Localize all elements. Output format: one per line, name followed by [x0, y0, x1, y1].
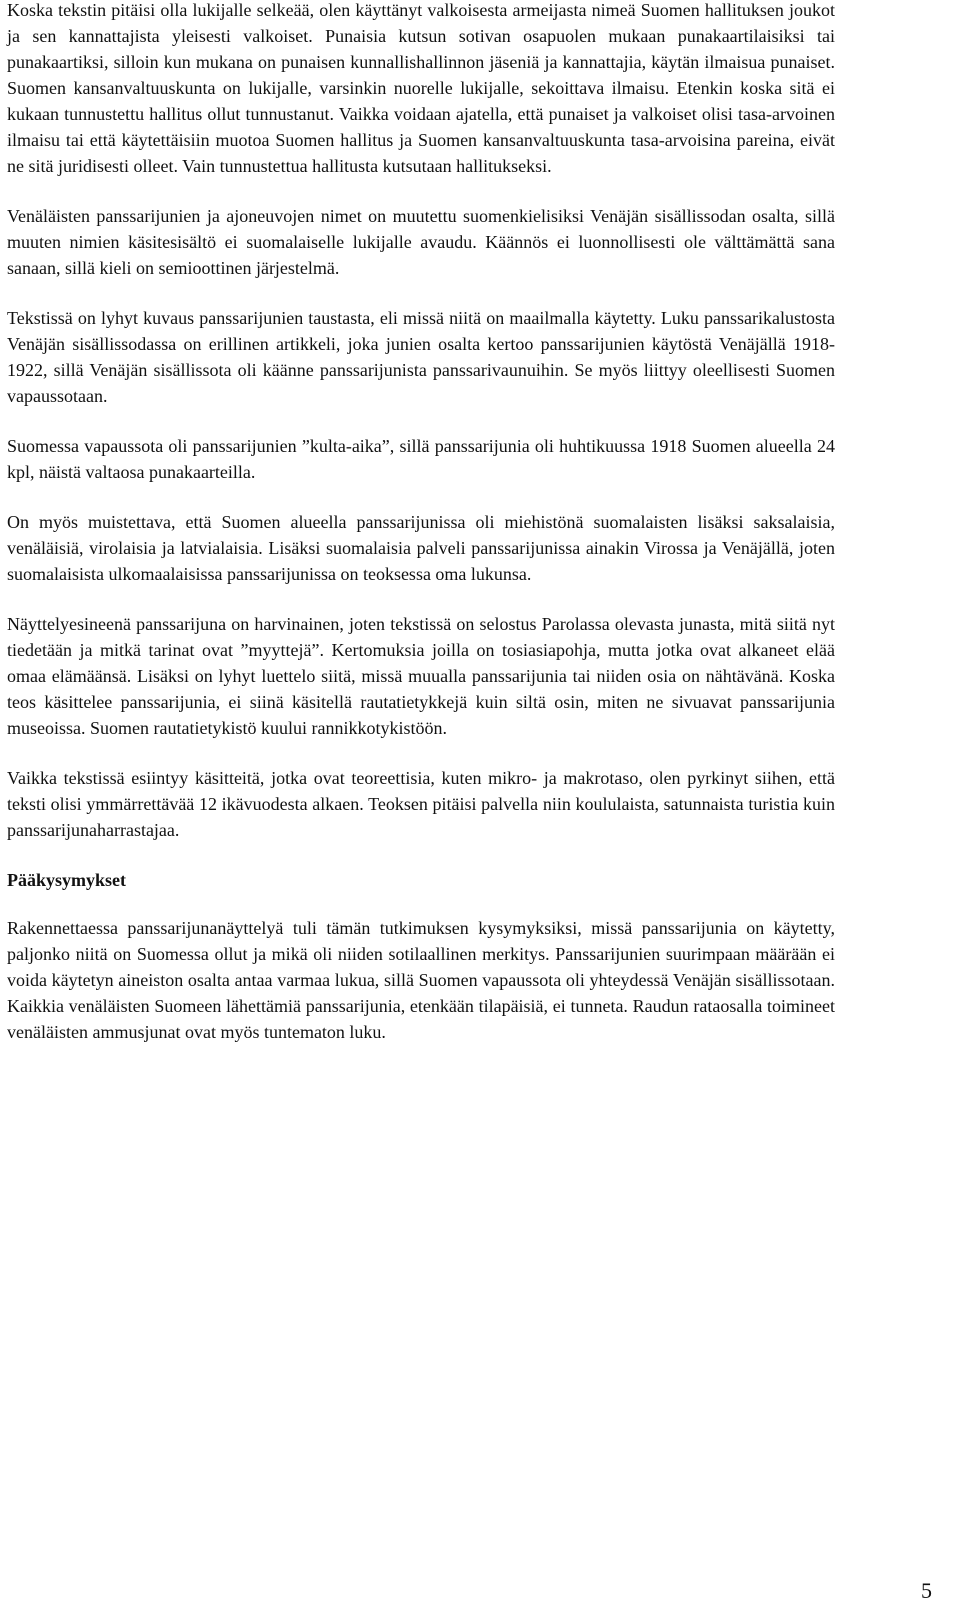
- paragraph-golden-age: Suomessa vapaussota oli panssarijunien ”kulta-aika”, sillä panssarijunia oli huhtikuussa 1918 Suomen alueella 24 kpl, näistä valtaosa punakaarteilla.: [7, 436, 835, 482]
- page-number: 5: [921, 1578, 932, 1603]
- paragraph-terminology: Koska tekstin pitäisi olla lukijalle selkeää, olen käyttänyt valkoisesta armeijasta nimeä Suomen hallituksen joukot ja sen kannattajista yleisesti valkoiset. Punaisia kutsun sotivan osapuolen mukaan punakaartilaisiksi tai punakaartiksi, silloin kun mukana on punaisen kunnallishallinnon jäseniä ja kannattajia, käytän ilmaisua punaiset. Suomen kansanvaltuuskunta on lukijalle, varsinkin nuorelle lukijalle, sekoittava ilmaisu. Etenkin koska sitä ei kukaan tunnustettu hallitus ollut tunnustanut. Vaikka voidaan ajatella, että punaiset ja valkoiset olisi tasa-arvoinen ilmaisu tai että käytettäisiin muotoa Suomen hallitus ja Suomen kansanvaltuuskunta tasa-arvoisina pareina, eivät ne sitä juridisesti olleet. Vain tunnustettua hallitusta kutsutaan hallitukseksi.: [7, 0, 835, 176]
- paragraph-exhibit: Näyttelyesineenä panssarijuna on harvinainen, joten tekstissä on selostus Parolassa olevasta junasta, mitä siitä nyt tiedetään ja mitkä tarinat ovat ”myyttejä”. Kertomuksia joilla on tosiasiapohja, mutta jotka ovat alkaneet elää omaa elämäänsä. Lisäksi on lyhyt luettelo siitä, missä muualla panssarijunia tai niiden osia on nähtävänä. Koska teos käsittelee panssarijunia, ei siinä käsitellä rautatietykkejä kuin siltä osin, miten ne sivuavat panssarijunia museoissa. Suomen rautatietykistö kuului rannikkotykistöön.: [7, 614, 835, 738]
- paragraph-audience: Vaikka tekstissä esiintyy käsitteitä, jotka ovat teoreettisia, kuten mikro- ja makrotaso, olen pyrkinyt siihen, että teksti olisi ymmärrettävää 12 ikävuodesta alkaen. Teoksen pitäisi palvella niin koululaista, satunnaista turistia kuin panssarijunaharrastajaa.: [7, 768, 835, 840]
- paragraph-vehicle-names: Venäläisten panssarijunien ja ajoneuvojen nimet on muutettu suomenkielisiksi Venäjän sisällissodan osalta, sillä muuten nimien käsitesisältö ei suomalaiselle lukijalle avaudu. Käännös ei luonnollisesti ole välttämättä sana sanaan, sillä kieli on semioottinen järjestelmä.: [7, 206, 835, 278]
- paragraph-crews: On myös muistettava, että Suomen alueella panssarijunissa oli miehistönä suomalaisten lisäksi saksalaisia, venäläisiä, virolaisia ja latvialaisia. Lisäksi suomalaisia palveli panssarijunissa ainakin Virossa ja Venäjällä, joten suomalaisista ulkomaalaisissa panssarijunissa on teoksessa oma lukunsa.: [7, 512, 835, 584]
- section-heading: Pääkysymykset: [7, 870, 127, 890]
- document-page: [7, 0, 835, 1069]
- paragraph-main-questions: Rakennettaessa panssarijunanäyttelyä tuli tämän tutkimuksen kysymyksiksi, missä panssarijunia on käytetty, paljonko niitä on Suomessa ollut ja mikä oli niiden sotilaallinen merkitys. Panssarijunien suurimpaan määrään ei voida käytetyn aineiston osalta antaa varmaa lukua, sillä Suomen vapaussota oli yhteydessä Venäjän sisällissotaan. Kaikkia venäläisten Suomeen lähettämiä panssarijunia, etenkään tilapäisiä, ei tunneta. Raudun rataosalla toimineet venäläisten ammusjunat ovat myös tuntematon luku.: [7, 918, 835, 1042]
- paragraph-background: Tekstissä on lyhyt kuvaus panssarijunien taustasta, eli missä niitä on maailmalla käytetty. Luku panssarikalustosta Venäjän sisällissodassa on erillinen artikkeli, joka junien osalta kertoo panssarijunien käytöstä Venäjällä 1918-1922, sillä Venäjän sisällissota oli käänne panssarijunista panssarivaunuihin. Se myös liittyy oleellisesti Suomen vapaussotaan.: [7, 308, 835, 406]
